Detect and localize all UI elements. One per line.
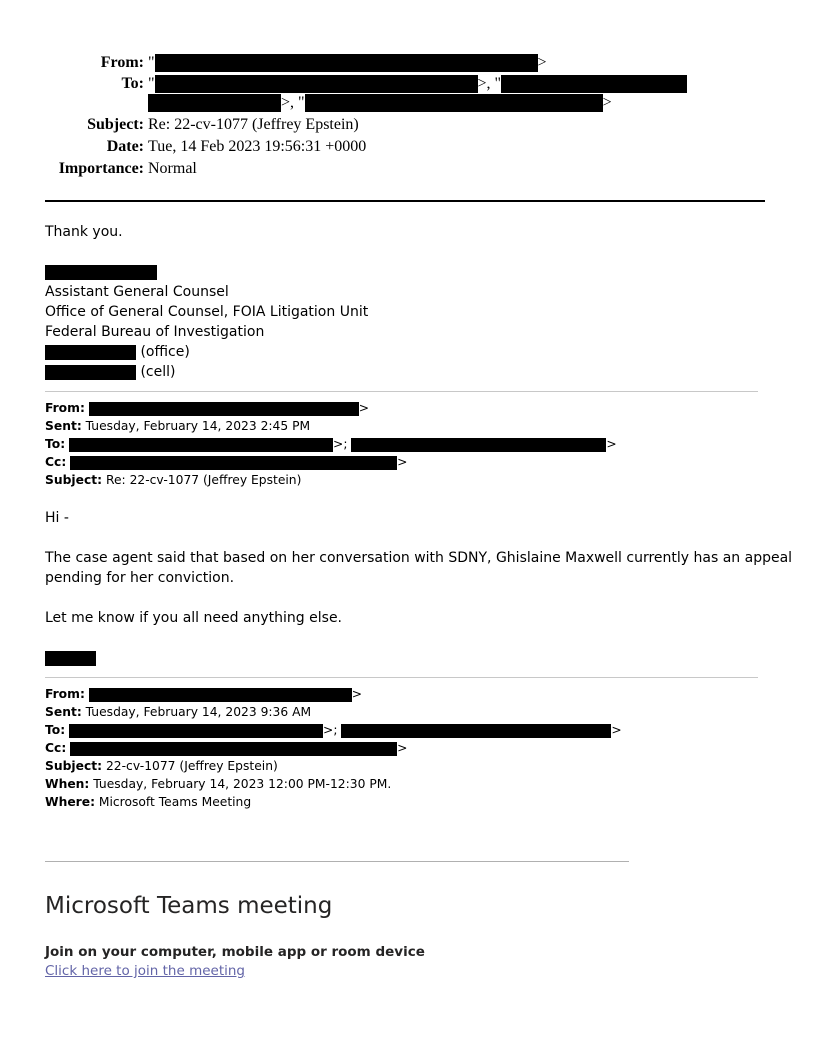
message-divider [45, 391, 758, 392]
msg2-para2: Let me know if you all need anything else. [45, 610, 343, 626]
quote-mark: " [148, 75, 155, 92]
redaction [89, 688, 352, 702]
phone-cell-suffix: (cell) [136, 364, 176, 380]
header-divider [45, 200, 765, 202]
from-value [148, 52, 547, 74]
date-value: Tue, 14 Feb 2023 19:56:31 +0000 [148, 138, 367, 155]
redaction [501, 75, 687, 93]
from-label: From: [100, 54, 144, 71]
redaction [69, 438, 333, 452]
msg3-when [45, 775, 391, 793]
redaction [305, 94, 603, 112]
sent-label: Sent: [45, 705, 82, 719]
to-label: To: [121, 75, 144, 92]
from-label: From: [45, 687, 85, 701]
separator: >, " [281, 94, 305, 111]
msg2-greeting: Hi - [45, 510, 69, 526]
redaction [45, 265, 157, 280]
sent-value: Tuesday, February 14, 2023 2:45 PM [81, 419, 311, 433]
phone-office-suffix: (office) [136, 344, 190, 360]
importance-value: Normal [148, 160, 197, 177]
when-label: When: [45, 777, 90, 791]
email-header [0, 0, 816, 190]
separator: >; [333, 437, 348, 451]
date-label: Date: [106, 138, 144, 155]
where-label: Where: [45, 795, 95, 809]
redaction [155, 75, 478, 93]
to-label: To: [45, 723, 66, 737]
msg2-signature [45, 648, 96, 668]
redaction [89, 402, 359, 416]
angle-bracket: > [537, 54, 547, 71]
angle-bracket: > [606, 437, 617, 451]
redaction [45, 651, 96, 666]
sent-value: Tuesday, February 14, 2023 9:36 AM [81, 705, 312, 719]
msg2-subject [45, 471, 301, 489]
redaction [351, 438, 606, 452]
angle-bracket: > [397, 741, 408, 755]
teams-divider [45, 861, 629, 862]
where-value: Microsoft Teams Meeting [94, 795, 252, 809]
msg2-cc [45, 453, 407, 471]
msg2-to [45, 435, 617, 453]
msg3-sent [45, 703, 311, 721]
cc-label: Cc: [45, 741, 67, 755]
redaction [69, 724, 323, 738]
signature-title: Assistant General Counsel [45, 284, 229, 300]
msg2-para1-line2: pending for her conviction. [45, 570, 235, 586]
angle-bracket: > [397, 455, 408, 469]
subject-value: Re: 22-cv-1077 (Jeffrey Epstein) [148, 116, 359, 133]
msg2-sent [45, 417, 310, 435]
subject-value: 22-cv-1077 (Jeffrey Epstein) [102, 759, 278, 773]
to-label: To: [45, 437, 66, 451]
angle-bracket: > [358, 401, 370, 415]
subject-label: Subject: [45, 759, 103, 773]
redaction [155, 54, 538, 72]
redaction [70, 456, 397, 470]
from-label: From: [45, 401, 85, 415]
signature-phone-office [45, 342, 190, 362]
cc-label: Cc: [45, 455, 67, 469]
redaction [341, 724, 611, 738]
reply-greeting: Thank you. [45, 224, 123, 240]
msg3-where [45, 793, 251, 811]
msg3-cc [45, 739, 407, 757]
teams-meeting-title: Microsoft Teams meeting [45, 893, 333, 919]
teams-join-instructions: Join on your computer, mobile app or room device [45, 944, 425, 960]
redaction [45, 345, 136, 360]
msg2-para1-line1: The case agent said that based on her conversation with SDNY, Ghislaine Maxwell currently has an appeal [45, 550, 793, 566]
signature-office: Office of General Counsel, FOIA Litigation Unit [45, 304, 369, 320]
msg3-to [45, 721, 622, 739]
msg2-from [45, 399, 369, 417]
angle-bracket: > [602, 94, 612, 111]
sent-label: Sent: [45, 419, 82, 433]
angle-bracket: > [351, 687, 363, 701]
subject-value: Re: 22-cv-1077 (Jeffrey Epstein) [102, 473, 302, 487]
join-meeting-link[interactable]: Click here to join the meeting [45, 963, 246, 979]
signature-org: Federal Bureau of Investigation [45, 324, 265, 340]
message-divider [45, 677, 758, 678]
separator: >, " [477, 75, 502, 92]
msg3-from [45, 685, 362, 703]
msg3-subject [45, 757, 278, 775]
redaction [70, 742, 397, 756]
importance-label: Importance: [58, 160, 144, 177]
separator: >; [323, 723, 338, 737]
subject-label: Subject: [45, 473, 103, 487]
redaction [148, 94, 281, 112]
subject-label: Subject: [87, 116, 144, 133]
quote-mark: " [148, 54, 155, 71]
angle-bracket: > [611, 723, 622, 737]
signature-name [45, 262, 157, 282]
signature-phone-cell [45, 362, 175, 382]
redaction [45, 365, 136, 380]
to-value-continued [148, 92, 612, 114]
when-value: Tuesday, February 14, 2023 12:00 PM-12:30 PM. [89, 777, 392, 791]
